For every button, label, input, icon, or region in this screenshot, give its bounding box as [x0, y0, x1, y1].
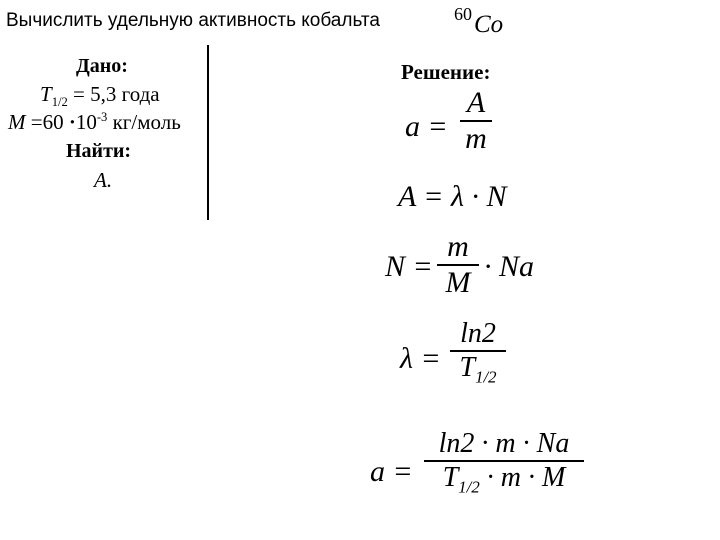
formula1-denominator: m	[465, 122, 487, 155]
molar-unit: кг/моль	[107, 110, 181, 134]
formula5-numerator: ln2 · m · Na	[438, 428, 570, 459]
formula2: A = λ · N	[398, 180, 507, 213]
formula3-fraction	[437, 230, 479, 300]
formula3-rhs: · Na	[484, 250, 535, 283]
title-text: Вычислить удельную активность кобальта	[6, 10, 380, 31]
formula3-denominator: M	[445, 266, 471, 299]
problem-title	[6, 4, 504, 38]
formula5-lhs: a =	[370, 455, 413, 488]
formula1-fraction	[460, 86, 492, 156]
molar-dot: ·	[68, 110, 76, 134]
isotope-mass: 60	[454, 4, 472, 24]
section-divider	[207, 45, 209, 220]
formula4-numerator: ln2	[460, 318, 496, 349]
formula4-fraction	[450, 318, 506, 388]
half-life-value: = 5,3 года	[67, 82, 160, 106]
find-heading: Найти:	[66, 140, 132, 162]
isotope-symbol: Co	[474, 11, 504, 38]
given-heading: Дано:	[76, 55, 128, 77]
formula4-lhs: λ =	[400, 342, 441, 375]
given-molar-mass	[8, 110, 181, 135]
formula3-numerator: m	[447, 230, 469, 263]
solution-heading: Решение:	[401, 60, 491, 84]
formula3-lhs: N =	[385, 250, 433, 283]
half-life-sub: 1/2	[51, 95, 68, 110]
molar-exp: -3	[96, 110, 108, 124]
given-half-life	[40, 82, 160, 110]
formula1-lhs: a =	[405, 110, 448, 143]
molar-symbol: M	[8, 110, 26, 134]
find-target: A.	[94, 168, 113, 192]
formula5-denominator: $T_{1/2} \cdot m \cdot M$	[442, 462, 566, 497]
molar-base: 10	[75, 110, 97, 134]
formula1-numerator: A	[466, 86, 486, 119]
formula4-denominator: $T_{1/2}$	[459, 352, 497, 387]
molar-value: =60	[25, 110, 69, 134]
half-life-symbol: T	[40, 82, 52, 106]
formula5-fraction	[424, 428, 584, 498]
